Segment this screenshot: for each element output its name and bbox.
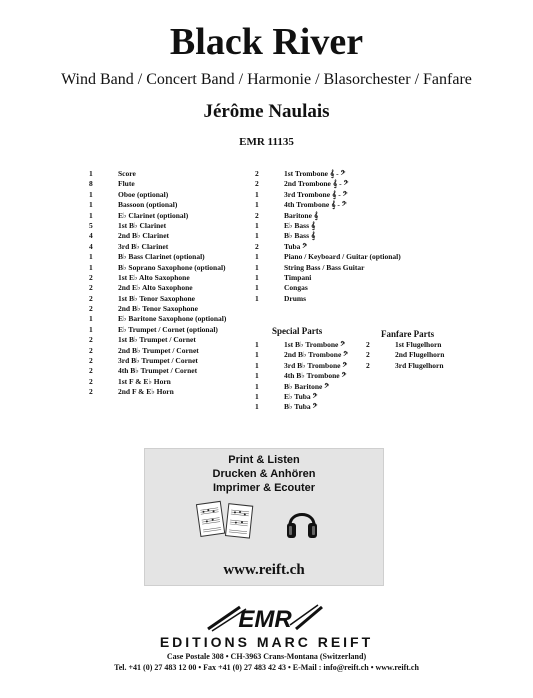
part-row xyxy=(89,252,226,262)
part-row xyxy=(255,350,348,360)
part-quantity: 2 xyxy=(255,169,259,178)
part-quantity: 1 xyxy=(89,200,93,210)
part-name: Oboe (optional) xyxy=(118,189,169,199)
part-name: 3rd B♭ Clarinet xyxy=(118,241,169,251)
part-name: 4th Trombone 𝄞 - 𝄢 xyxy=(284,200,347,210)
part-row xyxy=(255,190,401,200)
part-row xyxy=(255,252,401,262)
part-quantity: 1 xyxy=(255,350,259,360)
part-quantity: 2 xyxy=(89,293,93,303)
part-name: B♭ Soprano Saxophone (optional) xyxy=(118,262,226,272)
part-quantity: 1 xyxy=(255,200,259,210)
part-name: 4th B♭ Trumpet / Cornet xyxy=(118,366,198,376)
part-row xyxy=(255,402,348,412)
part-quantity: 2 xyxy=(255,241,259,251)
part-name: Congas xyxy=(284,283,308,293)
part-name: 2nd Flugelhorn xyxy=(395,350,445,360)
part-name: 3rd B♭ Trumpet / Cornet xyxy=(118,356,198,366)
part-row xyxy=(255,361,348,371)
part-quantity: 1 xyxy=(255,283,259,293)
part-name: Tuba 𝄢 xyxy=(284,241,308,251)
composer: Jérôme Naulais xyxy=(203,101,330,122)
part-row xyxy=(89,283,226,293)
part-name: 1st B♭ Trombone 𝄢 xyxy=(284,340,346,349)
part-quantity: 2 xyxy=(255,210,259,220)
page-title: Black River xyxy=(169,21,364,63)
part-row xyxy=(89,325,226,335)
part-quantity: 1 xyxy=(89,210,93,220)
part-quantity: 2 xyxy=(89,272,93,282)
special-parts-heading: Special Parts xyxy=(272,326,323,336)
part-name: 3rd Flugelhorn xyxy=(395,360,444,370)
part-name: 1st B♭ Tenor Saxophone xyxy=(118,293,195,303)
part-row xyxy=(255,340,348,350)
part-quantity: 2 xyxy=(89,335,93,345)
part-name: E♭ Bass 𝄞 xyxy=(284,220,316,230)
part-name: 1st E♭ Alto Saxophone xyxy=(118,272,190,282)
part-quantity: 2 xyxy=(366,340,370,349)
part-name: 1st F & E♭ Horn xyxy=(118,376,171,386)
fanfare-parts-list xyxy=(366,340,444,371)
svg-text:EMR: EMR xyxy=(238,606,292,633)
part-row xyxy=(89,387,226,397)
part-row xyxy=(255,231,401,241)
subtitle: Wind Band / Concert Band / Harmonie / Blasorchester / Fanfare xyxy=(61,71,472,88)
part-row xyxy=(89,211,226,221)
part-name: Bassoon (optional) xyxy=(118,200,178,210)
part-quantity: 1 xyxy=(255,252,259,262)
part-row xyxy=(89,356,226,366)
part-row xyxy=(255,283,401,293)
part-row xyxy=(366,350,444,360)
part-quantity: 1 xyxy=(255,293,259,303)
part-row xyxy=(255,169,401,179)
part-row xyxy=(89,263,226,273)
promo-line-fr: Imprimer & Ecouter xyxy=(212,482,316,494)
part-quantity: 1 xyxy=(255,391,259,401)
part-quantity: 1 xyxy=(89,189,93,199)
promo-url[interactable]: www.reift.ch xyxy=(223,562,305,578)
part-quantity: 2 xyxy=(89,376,93,386)
part-quantity: 1 xyxy=(89,169,93,178)
part-row xyxy=(255,200,401,210)
part-quantity: 2 xyxy=(89,283,93,293)
part-name: 2nd Trombone 𝄞 - 𝄢 xyxy=(284,179,349,189)
part-name: 1st B♭ Trumpet / Cornet xyxy=(118,335,196,345)
part-quantity: 1 xyxy=(255,189,259,199)
part-row xyxy=(89,169,226,179)
part-quantity: 1 xyxy=(255,220,259,230)
part-quantity: 1 xyxy=(89,314,93,324)
part-name: 1st Trombone 𝄞 - 𝄢 xyxy=(284,169,346,178)
part-row xyxy=(255,263,401,273)
part-row xyxy=(255,392,348,402)
headphones-icon xyxy=(285,503,319,543)
part-name: Flute xyxy=(118,179,135,189)
print-listen-box[interactable] xyxy=(144,448,384,586)
part-name: B♭ Bass 𝄞 xyxy=(284,231,316,241)
part-name: 2nd F & E♭ Horn xyxy=(118,387,174,397)
part-row xyxy=(255,221,401,231)
part-quantity: 1 xyxy=(255,340,259,349)
part-name: 4th B♭ Trombone 𝄢 xyxy=(284,371,347,381)
part-quantity: 1 xyxy=(255,402,259,412)
promo-line-en: Print & Listen xyxy=(228,454,300,466)
part-row xyxy=(255,371,348,381)
part-quantity: 2 xyxy=(89,387,93,397)
part-row xyxy=(255,242,401,252)
part-name: Piano / Keyboard / Guitar (optional) xyxy=(284,252,401,262)
part-row xyxy=(89,335,226,345)
part-row xyxy=(89,179,226,189)
part-name: Score xyxy=(118,169,136,178)
sheet-music-icon xyxy=(195,499,255,545)
part-name: 3rd Trombone 𝄞 - 𝄢 xyxy=(284,189,348,199)
part-quantity: 2 xyxy=(89,304,93,314)
part-quantity: 1 xyxy=(89,324,93,334)
part-quantity: 4 xyxy=(89,241,93,251)
part-row xyxy=(255,294,401,304)
part-name: String Bass / Bass Guitar xyxy=(284,262,365,272)
part-quantity: 4 xyxy=(89,231,93,241)
part-row xyxy=(89,231,226,241)
part-name: 2nd E♭ Alto Saxophone xyxy=(118,283,193,293)
part-row xyxy=(89,221,226,231)
parts-list-left xyxy=(89,169,226,398)
part-row xyxy=(89,377,226,387)
publisher-address: Case Postale 308 • CH-3963 Crans-Montana (Switzerland) xyxy=(166,652,367,661)
part-name: E♭ Baritone Saxophone (optional) xyxy=(118,314,227,324)
part-row xyxy=(366,340,444,350)
publisher-name: EDITIONS MARC REIFT xyxy=(159,634,374,650)
part-quantity: 1 xyxy=(255,360,259,370)
fanfare-parts-heading: Fanfare Parts xyxy=(381,329,435,339)
catalog-code: EMR 11135 xyxy=(239,136,294,148)
part-name: E♭ Clarinet (optional) xyxy=(118,210,189,220)
part-quantity: 1 xyxy=(255,371,259,381)
part-quantity: 1 xyxy=(89,252,93,262)
part-name: 3rd B♭ Trombone 𝄢 xyxy=(284,360,348,370)
part-quantity: 2 xyxy=(89,366,93,376)
part-quantity: 2 xyxy=(255,179,259,189)
part-name: Drums xyxy=(284,293,307,303)
parts-list-right xyxy=(255,169,401,304)
part-name: Timpani xyxy=(284,272,312,282)
part-row xyxy=(255,382,348,392)
part-quantity: 2 xyxy=(366,360,370,370)
part-quantity: 2 xyxy=(89,356,93,366)
part-quantity: 1 xyxy=(255,262,259,272)
part-name: E♭ Tuba 𝄢 xyxy=(284,391,318,401)
part-row xyxy=(89,294,226,304)
part-name: 1st Flugelhorn xyxy=(395,340,442,349)
part-name: 2nd B♭ Clarinet xyxy=(118,231,170,241)
part-row xyxy=(89,314,226,324)
promo-line-de: Drucken & Anhören xyxy=(212,468,316,480)
part-quantity: 2 xyxy=(89,345,93,355)
part-name: B♭ Tuba 𝄢 xyxy=(284,402,318,412)
part-name: B♭ Baritone 𝄢 xyxy=(284,381,330,391)
part-name: Baritone 𝄞 xyxy=(284,210,319,220)
part-quantity: 8 xyxy=(89,179,93,189)
publisher-contact[interactable]: Tel. +41 (0) 27 483 12 00 • Fax +41 (0) 27 483 42 43 • E-Mail : info@reift.ch • www.reift.ch xyxy=(114,663,419,672)
part-name: B♭ Bass Clarinet (optional) xyxy=(118,252,205,262)
part-quantity: 5 xyxy=(89,220,93,230)
part-row xyxy=(255,211,401,221)
part-row xyxy=(89,346,226,356)
special-parts-list xyxy=(255,340,348,413)
part-row xyxy=(255,273,401,283)
part-quantity: 1 xyxy=(255,231,259,241)
part-row xyxy=(89,273,226,283)
part-row xyxy=(89,366,226,376)
part-row xyxy=(89,242,226,252)
part-row xyxy=(366,361,444,371)
part-row xyxy=(255,179,401,189)
part-name: 1st B♭ Clarinet xyxy=(118,220,167,230)
part-row xyxy=(89,304,226,314)
part-quantity: 1 xyxy=(89,262,93,272)
part-name: 2nd B♭ Tenor Saxophone xyxy=(118,304,198,314)
part-name: 2nd B♭ Trombone 𝄢 xyxy=(284,350,349,360)
part-name: E♭ Trumpet / Cornet (optional) xyxy=(118,324,218,334)
part-name: 2nd B♭ Trumpet / Cornet xyxy=(118,345,199,355)
part-quantity: 2 xyxy=(366,350,370,360)
part-quantity: 1 xyxy=(255,381,259,391)
part-quantity: 1 xyxy=(255,272,259,282)
part-row xyxy=(89,190,226,200)
part-row xyxy=(89,200,226,210)
emr-logo xyxy=(200,603,330,633)
